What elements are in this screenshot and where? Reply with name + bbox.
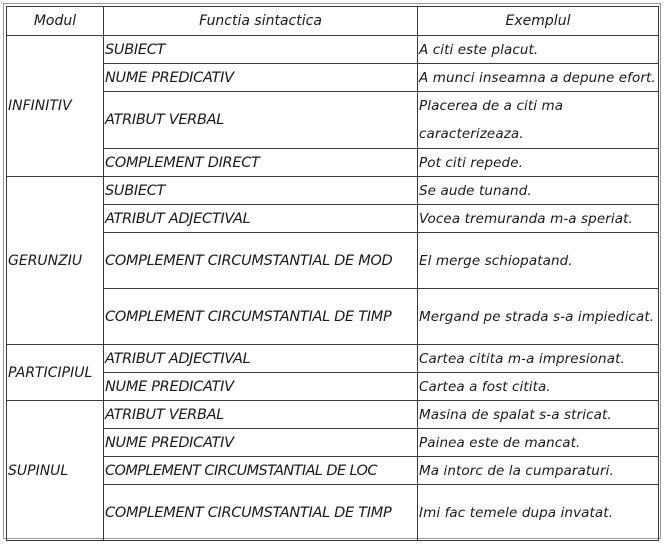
table-row [7,233,659,289]
header-exemplu: Exemplul [418,7,659,36]
exemplu-cell: El merge schiopatand. [418,233,659,289]
functia-cell: ATRIBUT ADJECTIVAL [104,345,418,373]
table-row [7,373,659,401]
exemplu-cell: Imi fac temele dupa invatat. [418,485,659,541]
modul-cell: INFINITIV [7,36,104,177]
functia-cell: COMPLEMENT CIRCUMSTANTIAL DE MOD [104,233,418,289]
functia-cell: NUME PREDICATIV [104,373,418,401]
table-row [7,289,659,345]
functia-cell: NUME PREDICATIV [104,429,418,457]
table-row [7,429,659,457]
table-row [7,485,659,541]
functia-cell: COMPLEMENT CIRCUMSTANTIAL DE TIMP [104,485,418,541]
table-row [7,177,659,205]
table-row [7,149,659,177]
functia-cell: SUBIECT [104,36,418,64]
exemplu-cell: Placerea de a citi ma caracterizeaza. [418,92,659,149]
exemplu-cell: Masina de spalat s-a stricat. [418,401,659,429]
exemplu-cell: Mergand pe strada s-a impiedicat. [418,289,659,345]
table-row [7,205,659,233]
functia-cell: SUBIECT [104,177,418,205]
table-row [7,36,659,64]
modul-cell: SUPINUL [7,401,104,541]
exemplu-cell: Ma intorc de la cumparaturi. [418,457,659,485]
exemplu-cell: Cartea a fost citita. [418,373,659,401]
functia-cell: COMPLEMENT CIRCUMSTANTIAL DE TIMP [104,289,418,345]
header-modul: Modul [7,7,104,36]
functia-cell: COMPLEMENT DIRECT [104,149,418,177]
exemplu-cell: Vocea tremuranda m-a speriat. [418,205,659,233]
functia-cell: COMPLEMENT CIRCUMSTANTIAL DE LOC [104,457,418,485]
functia-cell: ATRIBUT VERBAL [104,92,418,149]
exemplu-cell: Cartea citita m-a impresionat. [418,345,659,373]
table-row [7,92,659,149]
functia-cell: ATRIBUT ADJECTIVAL [104,205,418,233]
exemplu-cell: Se aude tunand. [418,177,659,205]
functia-cell: ATRIBUT VERBAL [104,401,418,429]
header-row [7,7,659,36]
table-row [7,345,659,373]
modul-cell: PARTICIPIUL [7,345,104,401]
header-functia: Functia sintactica [104,7,418,36]
grammar-table [6,6,659,541]
table-frame [3,3,661,539]
table-row [7,64,659,92]
exemplu-cell: A munci inseamna a depune efort. [418,64,659,92]
exemplu-cell: Painea este de mancat. [418,429,659,457]
modul-cell: GERUNZIU [7,177,104,345]
functia-cell: NUME PREDICATIV [104,64,418,92]
exemplu-cell: Pot citi repede. [418,149,659,177]
exemplu-cell: A citi este placut. [418,36,659,64]
table-row [7,457,659,485]
table-row [7,401,659,429]
